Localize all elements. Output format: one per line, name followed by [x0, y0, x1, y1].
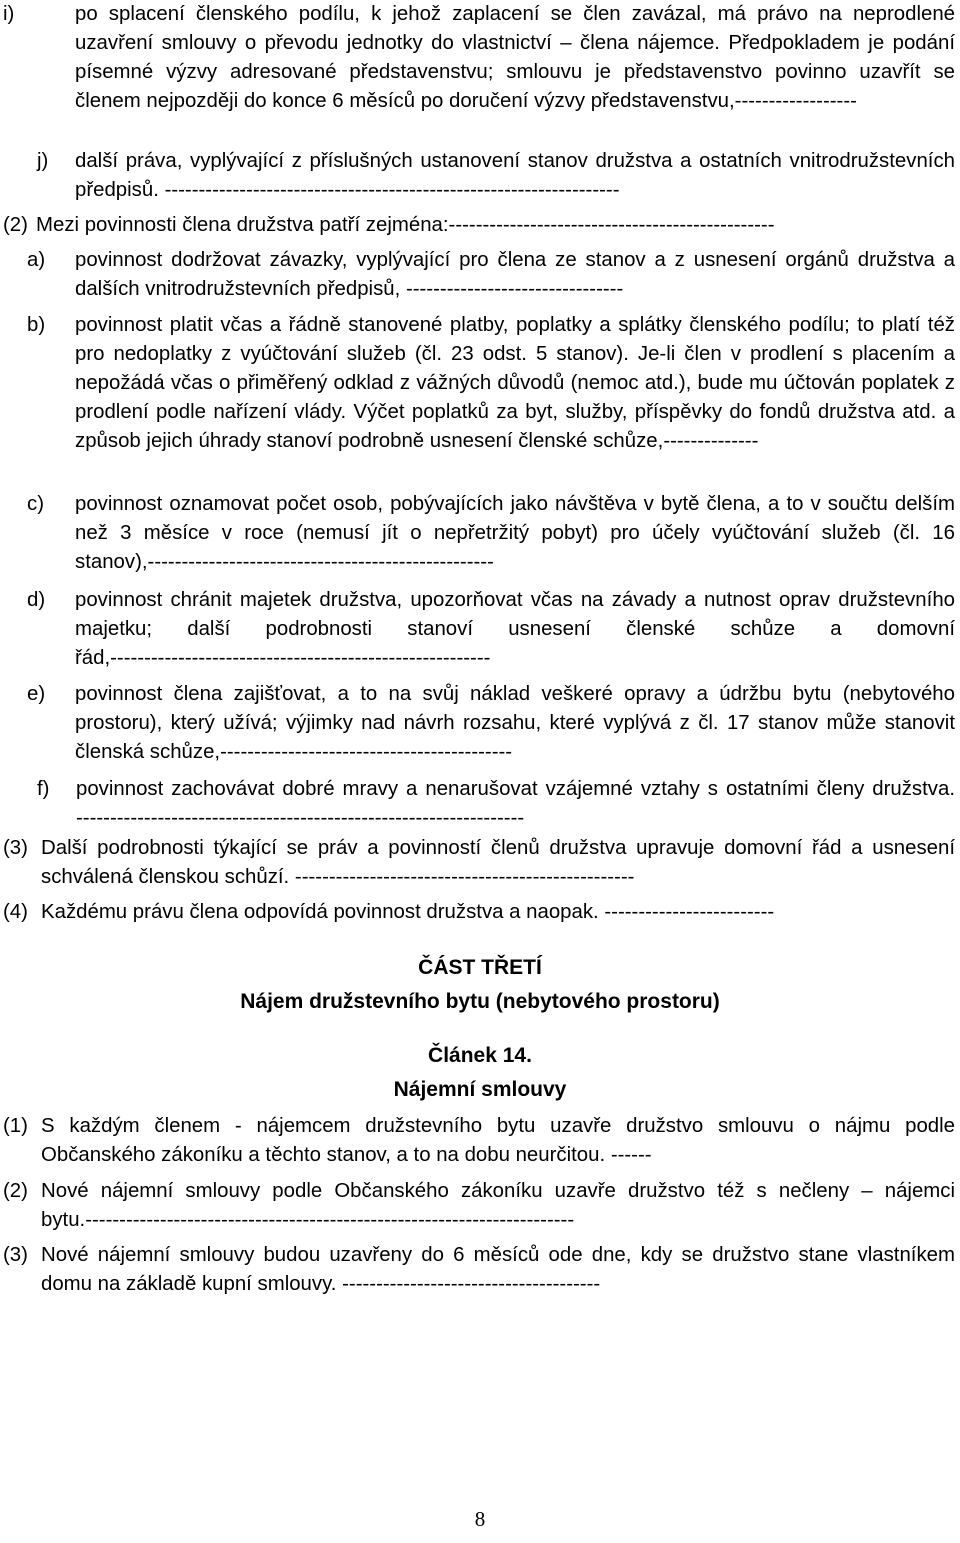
item-text: S každým členem - nájemcem družstevního bytu uzavře družstvo smlouvu o nájmu podle Občanského zákoníku a těchto stanov, a to na dobu neurčitou. ------ — [41, 1115, 955, 1166]
item-text: Mezi povinnosti člena družstva patří zejména:------------------------------------------------ — [36, 214, 775, 236]
item-label: c) — [27, 493, 44, 515]
item-text: Další podrobnosti týkající se práv a povinností členů družstva upravuje domovní řád a usnesení schválená členskou schůzí. -------------------------------------------------- — [41, 837, 955, 888]
item-label: (3) — [3, 1244, 28, 1266]
item-text: povinnost oznamovat počet osob, pobývajících jako návštěva v bytě člena, a to v součtu delším než 3 měsíce v roce (nemusí jít o nepřetržitý pobyt) pro účely vyúčtování služeb (čl. 16 stanov),--------------------------------------------------- — [75, 493, 955, 573]
item-label: f) — [37, 778, 50, 800]
article-title: Nájemní smlouvy — [393, 1078, 567, 1101]
item-label: (3) — [3, 837, 28, 859]
part-title: ČÁST TŘETÍ — [418, 956, 542, 979]
part-subtitle: Nájem družstevního bytu (nebytového prostoru) — [240, 990, 720, 1013]
item-label: i) — [3, 3, 15, 25]
article-number: Článek 14. — [428, 1044, 532, 1067]
item-text: Každému právu člena odpovídá povinnost družstva a naopak. ------------------------- — [41, 901, 775, 923]
item-label: (4) — [3, 901, 28, 923]
item-label: a) — [27, 249, 46, 271]
item-text: po splacení členského podílu, k jehož zaplacení se člen zavázal, má právo na neprodlené uzavření smlouvy o převodu jednotky do vlastnictví – člena nájemce. Předpokladem je podání písemné výzvy adresované představenstvu; smlouvu je představenstvo povinno uzavřít se členem nejpozději do konce 6 měsíců po doručení výzvy představenstvu,------------------ — [75, 3, 955, 112]
item-text: povinnost platit včas a řádně stanovené platby, poplatky a splátky členského podílu; to platí též pro nedoplatky z vyúčtování služeb (čl. 23 odst. 5 stanov). Je-li člen v prodlení s placením a nepožádá včas o přiměřený odklad z vážných důvodů (nemoc atd.), bude mu účtován poplatek z prodlení podle nařízení vlády. Výčet poplatků za byt, služby, příspěvky do fondů družstva atd. a způsob jejich úhrady stanoví podrobně usnesení členské schůze,-------------- — [75, 314, 955, 452]
item-label: e) — [27, 683, 46, 705]
item-label: (1) — [3, 1115, 28, 1137]
item-text: povinnost dodržovat závazky, vyplývající pro člena ze stanov a z usnesení orgánů družstva a dalších vnitrodružstevních předpisů, -------------------------------- — [75, 249, 955, 300]
item-label: b) — [27, 314, 46, 336]
item-text: další práva, vyplývající z příslušných ustanovení stanov družstva a ostatních vnitrodružstevních předpisů. ------------------------------------------------------------------- — [75, 150, 955, 201]
page-number: 8 — [474, 1507, 486, 1531]
item-text: povinnost zachovávat dobré mravy a nenarušovat vzájemné vztahy s ostatními členy družstva. ------------------------------------------------------------------ — [76, 778, 955, 829]
item-label: j) — [37, 150, 49, 172]
item-label: d) — [27, 589, 46, 611]
item-text: povinnost chránit majetek družstva, upozorňovat včas na závady a nutnost oprav družstevního majetku; další podrobnosti stanoví usnesení členské schůze a domovní řád,-------------------------------------------------------- — [75, 589, 955, 669]
item-label: (2) — [3, 1180, 28, 1202]
item-label: (2) — [3, 214, 28, 236]
item-text: povinnost člena zajišťovat, a to na svůj náklad veškeré opravy a údržbu bytu (nebytového prostoru), který užívá; výjimky nad návrh rozsahu, které vyplývá z čl. 17 stanov může stanovit členská schůze,------------------------------------------- — [75, 683, 955, 763]
item-text: Nové nájemní smlouvy podle Občanského zákoníku uzavře družstvo též s nečleny – nájemci bytu.------------------------------------------------------------------------ — [41, 1180, 955, 1231]
item-text: Nové nájemní smlouvy budou uzavřeny do 6 měsíců ode dne, kdy se družstvo stane vlastníkem domu na základě kupní smlouvy. -------------------------------------- — [41, 1244, 955, 1295]
